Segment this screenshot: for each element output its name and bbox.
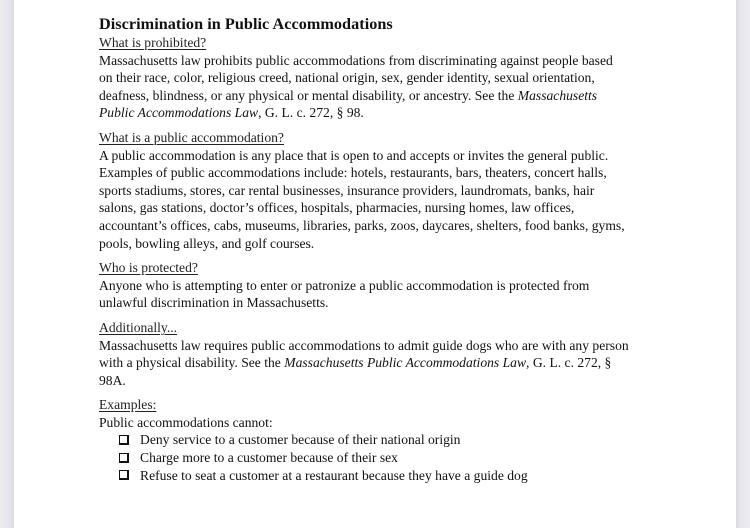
section-who-is-protected [99,259,659,312]
checkbox-icon [119,435,129,445]
examples-checklist [99,431,659,484]
section-body [99,277,659,312]
text-line: unlawful discrimination in Massachusetts. [99,295,329,311]
section-examples [99,396,659,484]
checklist-item-text: Deny service to a customer because of their national origin [140,432,461,448]
text-line: Examples of public accommodations include: hotels, restaurants, bars, theaters, concert halls, [99,165,607,181]
text-line [99,87,659,105]
text-line: on their race, color, religious creed, national origin, sex, gender identity, sexual orientation, [99,70,595,86]
checkbox-icon [119,470,129,480]
section-body [99,337,659,390]
checklist-item [119,449,659,467]
text-line: Massachusetts law requires public accommodations to admit guide dogs who are with any person [99,337,629,353]
checklist-item [119,467,659,485]
text-line: Anyone who is attempting to enter or patronize a public accommodation is protected from [99,277,590,293]
page-title: Discrimination in Public Accommodations [99,15,393,33]
section-heading: What is prohibited? [99,35,207,50]
text-line: A public accommodation is any place that is open to and accepts or invites the general public. [99,147,609,163]
section-heading: Examples: [99,397,157,413]
text-line: pools, bowling alleys, and golf courses. [99,235,315,251]
section-heading: Additionally... [99,319,178,335]
section-heading: What is a public accommodation? [99,129,284,145]
law-citation-italic: Massachusetts [517,87,598,103]
checklist-item [119,431,659,449]
document-page [14,0,736,528]
section-additionally [99,319,659,389]
text-line [99,104,659,122]
text-line: 98A. [99,372,126,388]
text-line: Massachusetts law prohibits public accommodations from discriminating against people based [99,52,613,68]
text-line: accountant’s offices, cabs, museums, libraries, parks, zoos, daycares, shelters, food banks, gyms, [99,217,625,233]
text-line: sports stadiums, stores, car rental businesses, insurance providers, laundromats, banks, hair [99,182,595,198]
text-segment: , G. L. c. 272, § [526,355,612,371]
text-segment: with a physical disability. See the [99,355,285,371]
section-body [99,147,659,253]
text-segment: deafness, blindness, or any physical or mental disability, or ancestry. See the [99,87,518,103]
section-body [99,52,659,122]
section-heading: Who is protected? [99,260,198,276]
checklist-item-text: Refuse to seat a customer at a restaurant because they have a guide dog [140,467,528,483]
document-content [99,14,659,484]
text-segment: , G. L. c. 272, § 98. [258,105,364,121]
law-citation-italic: Massachusetts Public Accommodations Law [284,355,527,371]
checklist-item-text: Charge more to a customer because of their sex [140,450,398,466]
section-what-is-prohibited [99,34,659,122]
examples-intro: Public accommodations cannot: [99,414,273,430]
text-line [99,354,659,372]
section-what-is-public-accommodation [99,129,659,252]
text-line: salons, gas stations, doctor’s offices, hospitals, pharmacies, nursing homes, law offices, [99,200,575,216]
checkbox-icon [119,453,129,463]
law-citation-italic: Public Accommodations Law [99,105,259,121]
